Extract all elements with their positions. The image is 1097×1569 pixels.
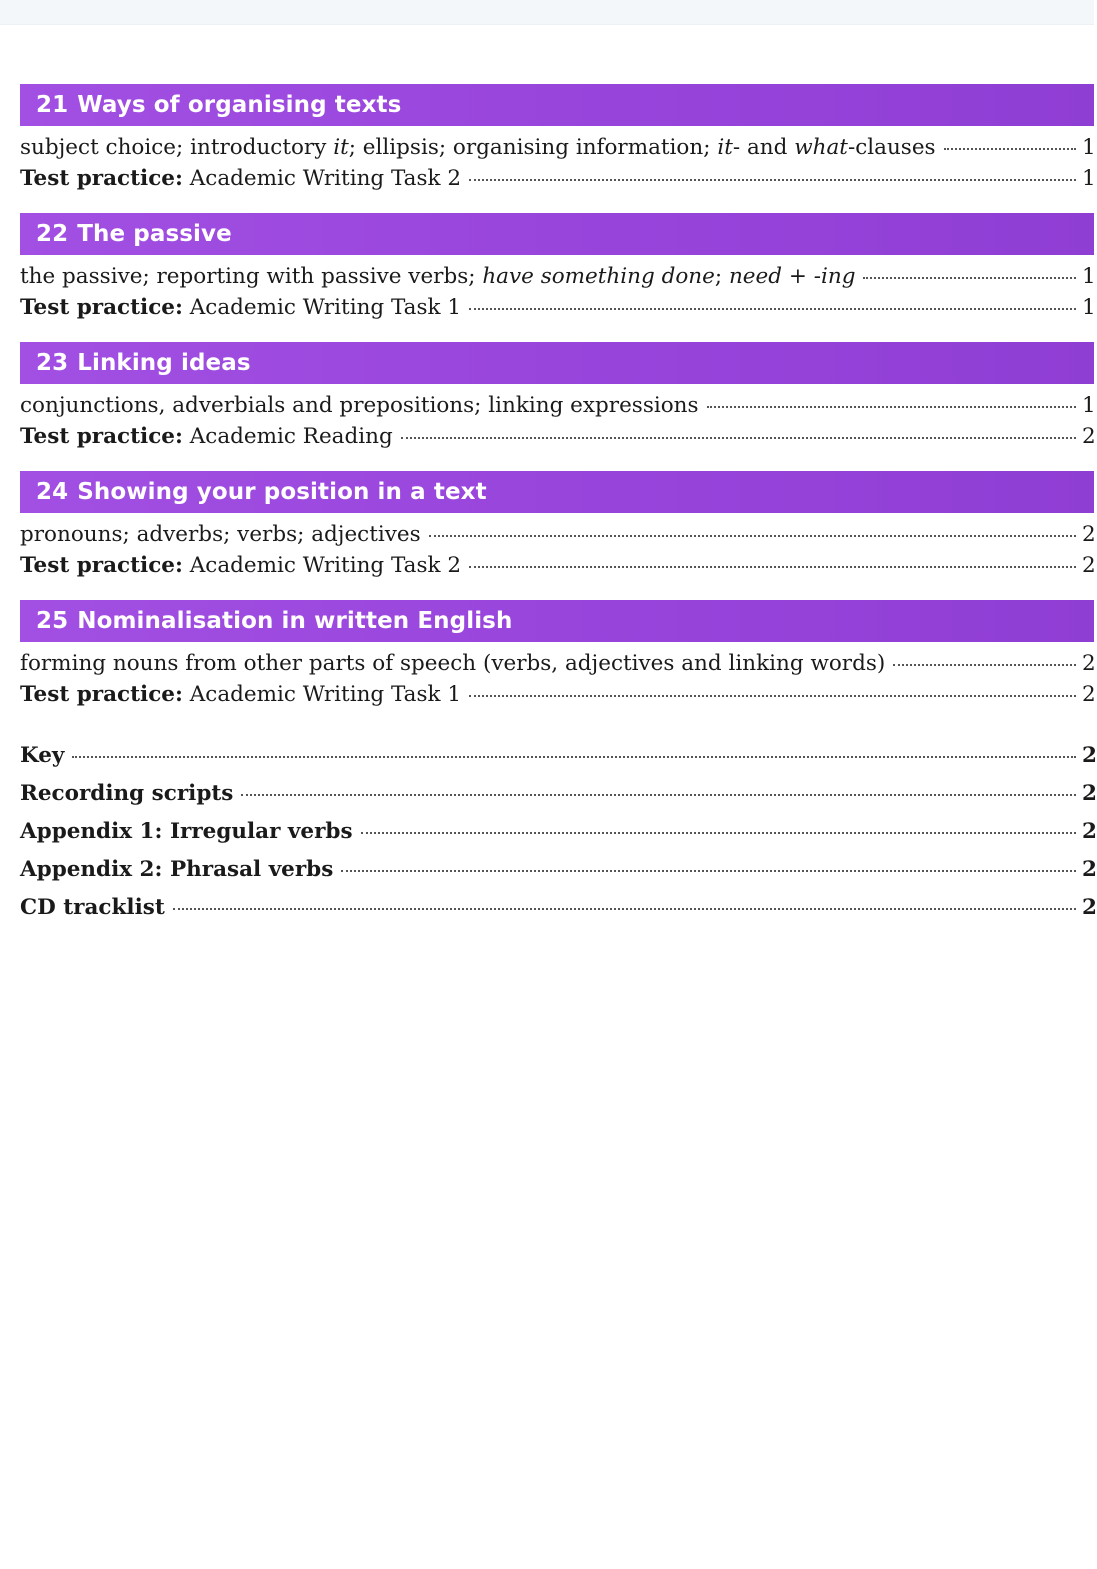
toc-section bbox=[0, 342, 1094, 455]
page-number: 1 bbox=[1082, 393, 1096, 418]
section-title: Ways of organising texts bbox=[77, 92, 402, 118]
back-matter-entry[interactable] bbox=[20, 743, 1097, 781]
entry-label bbox=[20, 651, 885, 676]
entry-label: Appendix 2: Phrasal verbs bbox=[20, 857, 334, 882]
entry-label-text: ; bbox=[714, 264, 729, 289]
entry-label-italic: it bbox=[333, 135, 349, 160]
page-number: 2 bbox=[1082, 781, 1097, 806]
toc-entry[interactable] bbox=[20, 295, 1094, 326]
page-number: 1 bbox=[1082, 135, 1096, 160]
dot-leader bbox=[401, 437, 1076, 439]
entry-label-bold: Test practice: bbox=[20, 424, 183, 449]
entry-label-italic: have something done bbox=[482, 264, 715, 289]
entry-label: Recording scripts bbox=[20, 781, 234, 806]
entry-label-text: Academic Reading bbox=[182, 424, 393, 449]
entry-label-text: Academic Writing Task 1 bbox=[182, 295, 462, 320]
dot-leader bbox=[469, 695, 1076, 697]
entry-label-text: conjunctions, adverbials and prepositions; linking expressions bbox=[20, 393, 699, 418]
dot-leader bbox=[72, 756, 1076, 758]
entry-label-text: -clauses bbox=[847, 135, 936, 160]
entry-label-text: forming nouns from other parts of speech (verbs, adjectives and linking words) bbox=[20, 651, 886, 676]
toc-entry[interactable] bbox=[20, 424, 1094, 455]
entry-label bbox=[20, 553, 461, 578]
entry-label-text: pronouns; adverbs; verbs; adjectives bbox=[20, 522, 421, 547]
entry-label-text: Academic Writing Task 2 bbox=[182, 166, 462, 191]
entry-label bbox=[20, 682, 461, 707]
section-title: Showing your position in a text bbox=[77, 479, 487, 505]
entry-label-text: Academic Writing Task 1 bbox=[182, 682, 462, 707]
entry-label-bold: Test practice: bbox=[20, 166, 183, 191]
section-title: The passive bbox=[77, 221, 232, 247]
entry-label-italic: need bbox=[728, 264, 783, 289]
toc-section bbox=[0, 471, 1094, 584]
section-header bbox=[20, 600, 1094, 642]
back-matter bbox=[0, 743, 1097, 933]
page-number: 2 bbox=[1082, 819, 1097, 844]
toc-entry[interactable] bbox=[20, 651, 1094, 682]
dot-leader bbox=[893, 664, 1076, 666]
page-number: 2 bbox=[1082, 743, 1097, 768]
entry-label bbox=[20, 393, 699, 418]
page-number: 2 bbox=[1082, 857, 1097, 882]
page-number: 2 bbox=[1082, 424, 1096, 449]
toc-entry[interactable] bbox=[20, 264, 1094, 295]
back-matter-entry[interactable] bbox=[20, 819, 1097, 857]
top-band bbox=[0, 0, 1094, 25]
toc-section bbox=[0, 213, 1094, 326]
dot-leader bbox=[469, 566, 1076, 568]
dot-leader bbox=[173, 908, 1076, 910]
toc-section bbox=[0, 84, 1094, 197]
entry-label-bold: Test practice: bbox=[20, 295, 183, 320]
page-number: 2 bbox=[1082, 895, 1097, 920]
dot-leader bbox=[469, 179, 1076, 181]
section-number: 21 bbox=[36, 92, 69, 118]
entry-label-text: Academic Writing Task 2 bbox=[182, 553, 462, 578]
section-header bbox=[20, 213, 1094, 255]
entry-label-text: ; ellipsis; organising information; bbox=[348, 135, 718, 160]
section-header bbox=[20, 342, 1094, 384]
dot-leader bbox=[707, 406, 1076, 408]
entry-label: Key bbox=[20, 743, 65, 768]
dot-leader bbox=[341, 870, 1076, 872]
toc-entry[interactable] bbox=[20, 166, 1094, 197]
entry-label bbox=[20, 424, 393, 449]
section-header bbox=[20, 84, 1094, 126]
page-number: 1 bbox=[1082, 264, 1096, 289]
entry-label bbox=[20, 522, 421, 547]
entry-label-bold: Test practice: bbox=[20, 553, 183, 578]
entry-label bbox=[20, 264, 855, 289]
section-number: 25 bbox=[36, 608, 69, 634]
entry-label-italic: it bbox=[717, 135, 733, 160]
page-number: 1 bbox=[1082, 166, 1096, 191]
toc-entry[interactable] bbox=[20, 553, 1094, 584]
toc-entry[interactable] bbox=[20, 135, 1094, 166]
section-title: Nominalisation in written English bbox=[77, 608, 513, 634]
section-header bbox=[20, 471, 1094, 513]
dot-leader bbox=[241, 794, 1076, 796]
page-number: 2 bbox=[1082, 522, 1096, 547]
back-matter-entry[interactable] bbox=[20, 781, 1097, 819]
entry-label bbox=[20, 166, 461, 191]
entry-label-text: + bbox=[782, 264, 814, 289]
entry-label bbox=[20, 295, 461, 320]
back-matter-entry[interactable] bbox=[20, 895, 1097, 933]
table-of-contents bbox=[0, 84, 1097, 933]
page-number: 1 bbox=[1082, 295, 1096, 320]
page-number: 2 bbox=[1082, 553, 1096, 578]
dot-leader bbox=[944, 148, 1076, 150]
entry-label-italic: what bbox=[794, 135, 848, 160]
back-matter-entry[interactable] bbox=[20, 857, 1097, 895]
entry-label-text: - and bbox=[732, 135, 795, 160]
toc-entry[interactable] bbox=[20, 682, 1094, 713]
entry-label-bold: Test practice: bbox=[20, 682, 183, 707]
entry-label-text: the passive; reporting with passive verbs; bbox=[20, 264, 483, 289]
entry-label-italic: -ing bbox=[813, 264, 856, 289]
dot-leader bbox=[863, 277, 1076, 279]
section-title: Linking ideas bbox=[77, 350, 251, 376]
entry-label: Appendix 1: Irregular verbs bbox=[20, 819, 353, 844]
dot-leader bbox=[469, 308, 1076, 310]
page-number: 2 bbox=[1082, 682, 1096, 707]
dot-leader bbox=[361, 832, 1076, 834]
entry-label: CD tracklist bbox=[20, 895, 165, 920]
toc-section bbox=[0, 600, 1094, 713]
entry-label-text: subject choice; introductory bbox=[20, 135, 334, 160]
page-number: 2 bbox=[1082, 651, 1096, 676]
dot-leader bbox=[429, 535, 1076, 537]
section-number: 22 bbox=[36, 221, 69, 247]
section-number: 23 bbox=[36, 350, 69, 376]
entry-label bbox=[20, 135, 936, 160]
toc-entry[interactable] bbox=[20, 393, 1094, 424]
toc-entry[interactable] bbox=[20, 522, 1094, 553]
section-number: 24 bbox=[36, 479, 69, 505]
